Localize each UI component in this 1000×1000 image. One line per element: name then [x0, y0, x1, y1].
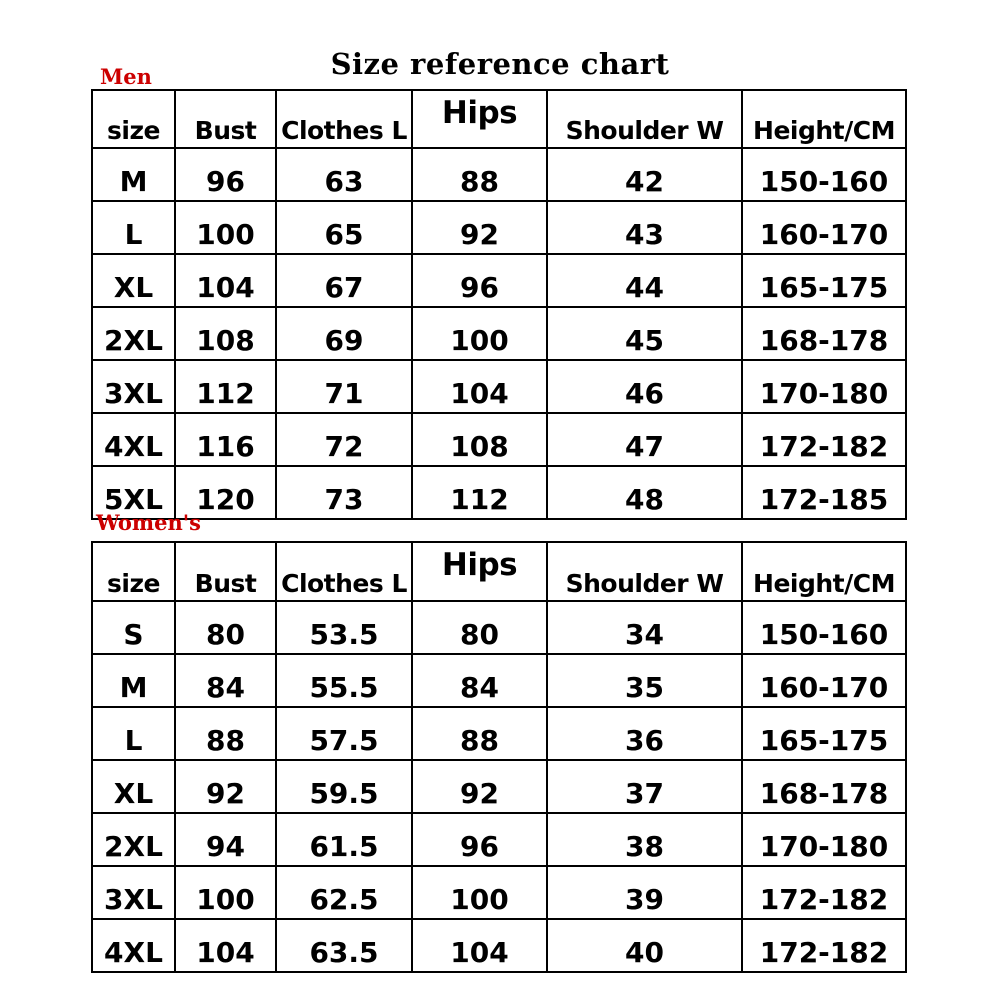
clothes-length-cell: 65	[276, 201, 412, 254]
height-cell: 172-182	[742, 919, 906, 972]
size-cell: 3XL	[92, 866, 175, 919]
table-row	[92, 760, 906, 813]
shoulder-width-cell: 45	[547, 307, 742, 360]
bust-cell: 88	[175, 707, 276, 760]
size-cell: M	[92, 654, 175, 707]
clothes-length-cell: 71	[276, 360, 412, 413]
shoulder-width-cell: 35	[547, 654, 742, 707]
women-header-height: Height/CM	[742, 542, 906, 601]
clothes-length-cell: 69	[276, 307, 412, 360]
women-header-shoulder-width: Shoulder W	[547, 542, 742, 601]
height-cell: 172-185	[742, 466, 906, 519]
women-size-table	[91, 541, 907, 973]
women-header-row	[92, 542, 906, 601]
shoulder-width-cell: 37	[547, 760, 742, 813]
table-row	[92, 413, 906, 466]
table-row	[92, 201, 906, 254]
shoulder-width-cell: 36	[547, 707, 742, 760]
size-cell: 4XL	[92, 413, 175, 466]
shoulder-width-cell: 46	[547, 360, 742, 413]
shoulder-width-cell: 40	[547, 919, 742, 972]
men-section-label: Men	[100, 64, 152, 89]
hips-cell: 96	[412, 813, 547, 866]
bust-cell: 96	[175, 148, 276, 201]
bust-cell: 120	[175, 466, 276, 519]
chart-title: Size reference chart	[330, 47, 670, 81]
bust-cell: 116	[175, 413, 276, 466]
size-cell: 3XL	[92, 360, 175, 413]
table-row	[92, 707, 906, 760]
shoulder-width-cell: 34	[547, 601, 742, 654]
shoulder-width-cell: 44	[547, 254, 742, 307]
size-cell: L	[92, 201, 175, 254]
hips-cell: 80	[412, 601, 547, 654]
bust-cell: 94	[175, 813, 276, 866]
height-cell: 160-170	[742, 654, 906, 707]
clothes-length-cell: 63.5	[276, 919, 412, 972]
clothes-length-cell: 62.5	[276, 866, 412, 919]
shoulder-width-cell: 43	[547, 201, 742, 254]
table-row	[92, 601, 906, 654]
table-row	[92, 360, 906, 413]
height-cell: 172-182	[742, 413, 906, 466]
clothes-length-cell: 55.5	[276, 654, 412, 707]
bust-cell: 84	[175, 654, 276, 707]
hips-cell: 104	[412, 919, 547, 972]
hips-cell: 84	[412, 654, 547, 707]
men-header-row	[92, 90, 906, 148]
table-row	[92, 866, 906, 919]
bust-cell: 100	[175, 866, 276, 919]
bust-cell: 104	[175, 254, 276, 307]
size-cell: S	[92, 601, 175, 654]
size-cell: M	[92, 148, 175, 201]
hips-cell: 104	[412, 360, 547, 413]
men-size-table	[91, 89, 907, 520]
shoulder-width-cell: 38	[547, 813, 742, 866]
height-cell: 168-178	[742, 760, 906, 813]
shoulder-width-cell: 39	[547, 866, 742, 919]
hips-cell: 88	[412, 148, 547, 201]
women-header-hips: Hips	[412, 542, 547, 601]
hips-cell: 100	[412, 866, 547, 919]
clothes-length-cell: 59.5	[276, 760, 412, 813]
size-cell: 2XL	[92, 813, 175, 866]
height-cell: 160-170	[742, 201, 906, 254]
men-header-shoulder-width: Shoulder W	[547, 90, 742, 148]
height-cell: 150-160	[742, 148, 906, 201]
size-cell: 2XL	[92, 307, 175, 360]
size-cell: XL	[92, 254, 175, 307]
table-row	[92, 654, 906, 707]
hips-cell: 108	[412, 413, 547, 466]
shoulder-width-cell: 47	[547, 413, 742, 466]
clothes-length-cell: 61.5	[276, 813, 412, 866]
women-header-bust: Bust	[175, 542, 276, 601]
hips-cell: 112	[412, 466, 547, 519]
height-cell: 170-180	[742, 813, 906, 866]
clothes-length-cell: 63	[276, 148, 412, 201]
men-header-hips: Hips	[412, 90, 547, 148]
hips-cell: 92	[412, 201, 547, 254]
table-row	[92, 148, 906, 201]
table-row	[92, 813, 906, 866]
hips-cell: 88	[412, 707, 547, 760]
height-cell: 165-175	[742, 254, 906, 307]
clothes-length-cell: 57.5	[276, 707, 412, 760]
table-row	[92, 919, 906, 972]
clothes-length-cell: 73	[276, 466, 412, 519]
bust-cell: 92	[175, 760, 276, 813]
size-cell: 4XL	[92, 919, 175, 972]
hips-cell: 92	[412, 760, 547, 813]
table-row	[92, 254, 906, 307]
women-section-label: Women's	[96, 510, 201, 535]
height-cell: 172-182	[742, 866, 906, 919]
size-cell: XL	[92, 760, 175, 813]
men-header-clothes-length: Clothes L	[276, 90, 412, 148]
shoulder-width-cell: 48	[547, 466, 742, 519]
clothes-length-cell: 72	[276, 413, 412, 466]
height-cell: 168-178	[742, 307, 906, 360]
bust-cell: 108	[175, 307, 276, 360]
bust-cell: 80	[175, 601, 276, 654]
clothes-length-cell: 67	[276, 254, 412, 307]
men-header-size: size	[92, 90, 175, 148]
height-cell: 150-160	[742, 601, 906, 654]
shoulder-width-cell: 42	[547, 148, 742, 201]
men-header-bust: Bust	[175, 90, 276, 148]
height-cell: 165-175	[742, 707, 906, 760]
bust-cell: 104	[175, 919, 276, 972]
table-row	[92, 307, 906, 360]
women-header-clothes-length: Clothes L	[276, 542, 412, 601]
clothes-length-cell: 53.5	[276, 601, 412, 654]
men-header-height: Height/CM	[742, 90, 906, 148]
hips-cell: 96	[412, 254, 547, 307]
hips-cell: 100	[412, 307, 547, 360]
size-cell: L	[92, 707, 175, 760]
height-cell: 170-180	[742, 360, 906, 413]
size-cell: 5XL	[92, 466, 175, 519]
bust-cell: 112	[175, 360, 276, 413]
women-header-size: size	[92, 542, 175, 601]
bust-cell: 100	[175, 201, 276, 254]
table-row	[92, 466, 906, 519]
